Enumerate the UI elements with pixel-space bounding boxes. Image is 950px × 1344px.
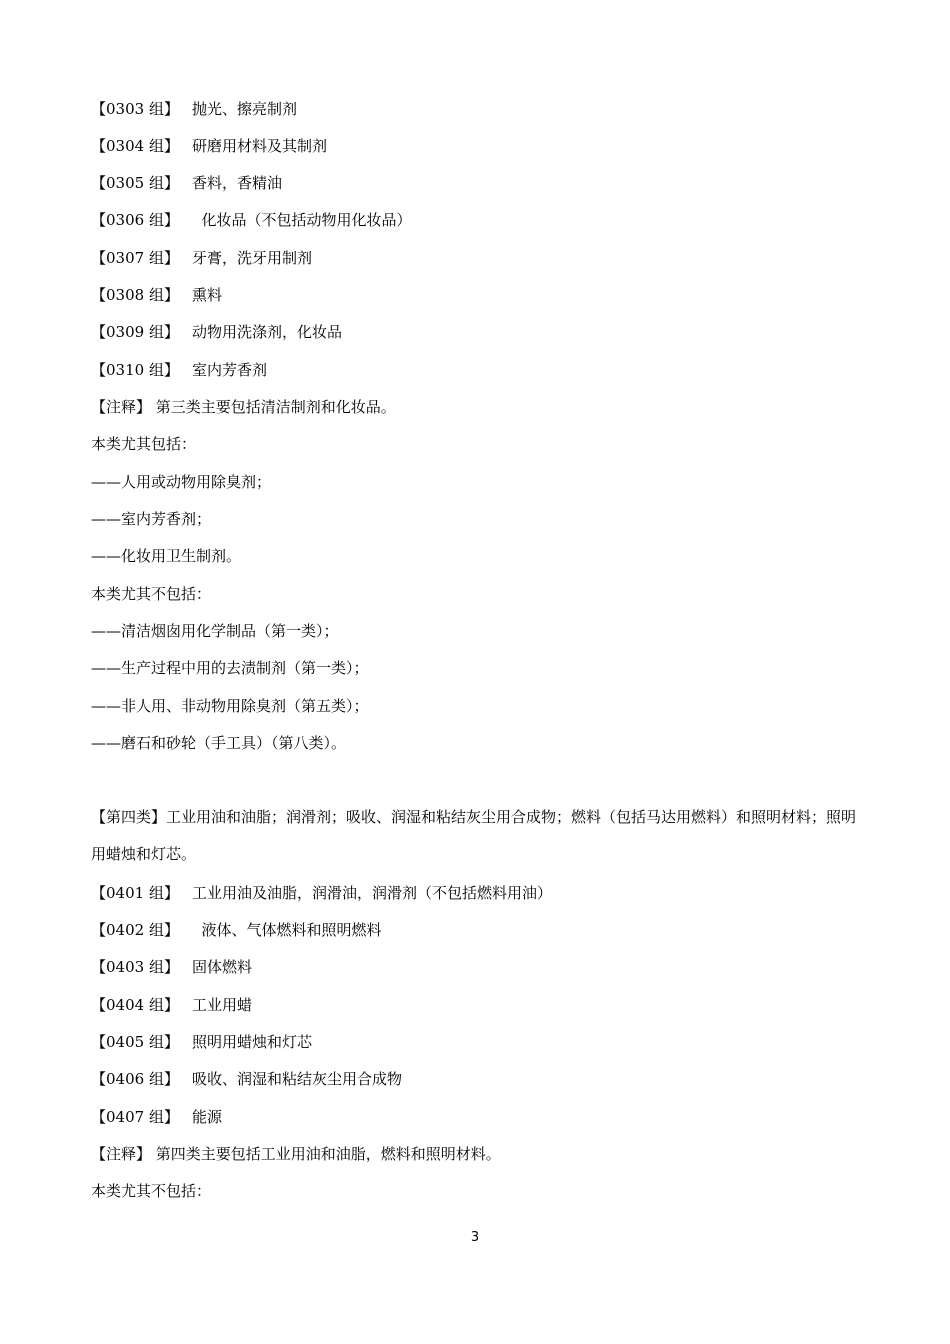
group-code: 【0310 组】 <box>91 361 179 379</box>
group-row <box>91 920 382 940</box>
group-title: 工业用油及油脂，润滑油，润滑剂（不包括燃料用油） <box>192 884 553 902</box>
group-title: 动物用洗涤剂，化妆品 <box>192 323 343 341</box>
group-row <box>91 1032 312 1052</box>
group-title: 研磨用材料及其制剂 <box>192 137 328 155</box>
group-code: 【0305 组】 <box>91 174 179 192</box>
group-row <box>91 1107 222 1127</box>
note-label: 【注释】 <box>91 1145 152 1163</box>
group-title: 吸收、润湿和粘结灰尘用合成物 <box>192 1070 403 1088</box>
group-code: 【0403 组】 <box>91 958 179 976</box>
page-number: 3 <box>470 1230 480 1245</box>
list-item: ——生产过程中用的去渍制剂（第一类）； <box>91 659 369 677</box>
group-title: 室内芳香剂 <box>192 361 268 379</box>
includes-heading: 本类尤其包括： <box>91 435 197 453</box>
list-item: ——非人用、非动物用除臭剂（第五类）； <box>91 697 369 715</box>
note-text: 第三类主要包括清洁制剂和化妆品。 <box>151 398 396 416</box>
class-heading <box>91 799 861 873</box>
group-title: 照明用蜡烛和灯芯 <box>192 1033 313 1051</box>
group-title: 熏料 <box>192 286 223 304</box>
group-title: 能源 <box>192 1108 223 1126</box>
group-row <box>91 210 412 230</box>
excludes-heading: 本类尤其不包括： <box>91 585 212 603</box>
note-text: 第四类主要包括工业用油和油脂，燃料和照明材料。 <box>151 1145 501 1163</box>
group-title: 液体、气体燃料和照明燃料 <box>192 921 382 939</box>
group-code: 【0401 组】 <box>91 884 179 902</box>
group-row <box>91 322 342 342</box>
list-item: ——化妆用卫生制剂。 <box>91 547 242 565</box>
note-row <box>91 1144 501 1164</box>
group-code: 【0304 组】 <box>91 137 179 155</box>
group-code: 【0407 组】 <box>91 1108 179 1126</box>
group-row <box>91 173 282 193</box>
group-row <box>91 285 222 305</box>
group-row <box>91 360 267 380</box>
excludes-heading: 本类尤其不包括： <box>91 1182 212 1200</box>
list-item: ——磨石和砂轮（手工具）（第八类）。 <box>91 734 347 752</box>
group-title: 固体燃料 <box>192 958 253 976</box>
note-row <box>91 397 396 417</box>
list-item: ——室内芳香剂； <box>91 510 212 528</box>
group-code: 【0303 组】 <box>91 100 179 118</box>
group-code: 【0307 组】 <box>91 249 179 267</box>
group-code: 【0308 组】 <box>91 286 179 304</box>
group-row <box>91 99 297 119</box>
class-description: 工业用油和油脂；润滑剂；吸收、润湿和粘结灰尘用合成物；燃料（包括马达用燃料）和照明材料；照明用蜡烛和灯芯。 <box>91 808 857 863</box>
group-row <box>91 883 552 903</box>
group-code: 【0405 组】 <box>91 1033 179 1051</box>
group-title: 化妆品（不包括动物用化妆品） <box>192 211 412 229</box>
group-title: 牙膏，洗牙用制剂 <box>192 249 313 267</box>
group-title: 工业用蜡 <box>192 996 253 1014</box>
list-item: ——人用或动物用除臭剂； <box>91 473 272 491</box>
group-code: 【0406 组】 <box>91 1070 179 1088</box>
group-code: 【0404 组】 <box>91 996 179 1014</box>
class-label: 【第四类】 <box>91 808 167 826</box>
list-item: ——清洁烟囱用化学制品（第一类）； <box>91 622 339 640</box>
group-row <box>91 995 252 1015</box>
group-row <box>91 1069 402 1089</box>
group-row <box>91 248 312 268</box>
group-row <box>91 957 252 977</box>
group-row <box>91 136 327 156</box>
group-code: 【0309 组】 <box>91 323 179 341</box>
group-code: 【0306 组】 <box>91 211 179 229</box>
group-title: 香料，香精油 <box>192 174 283 192</box>
group-title: 抛光、擦亮制剂 <box>192 100 298 118</box>
group-code: 【0402 组】 <box>91 921 179 939</box>
note-label: 【注释】 <box>91 398 152 416</box>
